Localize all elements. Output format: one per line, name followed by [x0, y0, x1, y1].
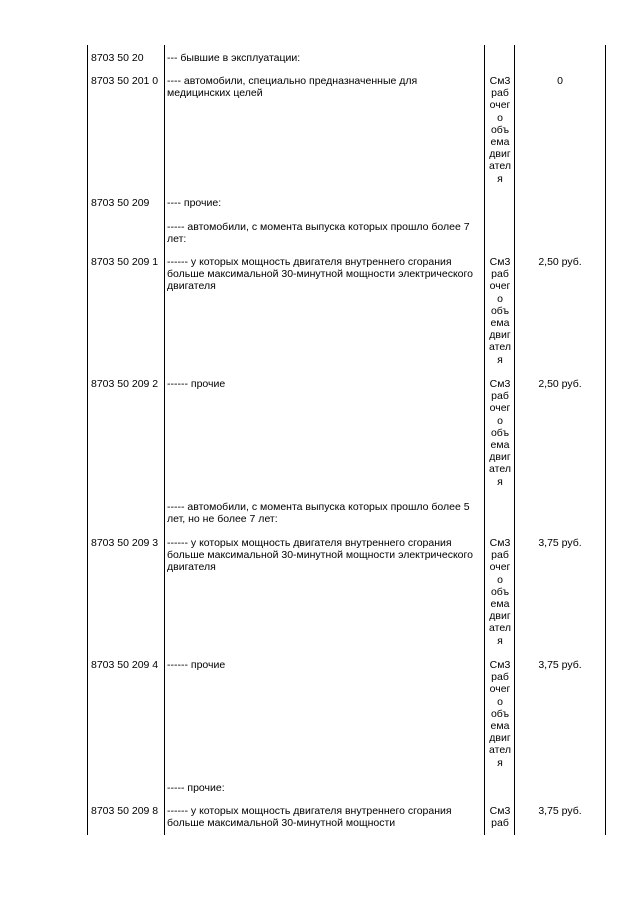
unit-fragment: объ: [490, 585, 510, 598]
unit-fragment: о: [497, 695, 503, 708]
unit-fragment: двиг: [489, 148, 511, 161]
unit-fragment: двиг: [489, 610, 511, 623]
unit-fragment: очег: [489, 683, 511, 696]
unit-fragment: очег: [489, 99, 511, 112]
tariff-code: 8703 50 209 4: [91, 659, 159, 671]
unit-fragment: ема: [490, 720, 510, 733]
table-divider-code: [164, 45, 165, 835]
unit-fragment: объ: [490, 426, 510, 439]
unit-fragment: ател: [489, 463, 511, 476]
unit-fragment: я: [497, 475, 503, 488]
unit-fragment: ема: [490, 317, 510, 330]
unit-fragment: См3: [489, 659, 511, 671]
unit-fragment: объ: [490, 304, 510, 317]
goods-description: ------ прочие: [167, 659, 226, 671]
duty-rate: 2,50 руб.: [538, 256, 582, 268]
unit-fragment: очег: [489, 402, 511, 415]
goods-description: ---- прочие:: [167, 197, 222, 209]
unit-fragment: объ: [490, 123, 510, 136]
unit-of-measure: [488, 659, 512, 769]
tariff-code: 8703 50 209 3: [91, 537, 159, 549]
unit-fragment: двиг: [489, 329, 511, 342]
goods-description: ------ у которых мощность двигателя внутреннего сгорания больше максимальной 30-минутной мощности электрического двигателя: [167, 537, 473, 574]
unit-fragment: ател: [489, 160, 511, 173]
unit-of-measure: [488, 256, 512, 366]
unit-of-measure: [488, 537, 512, 647]
unit-fragment: ема: [490, 598, 510, 611]
tariff-code: 8703 50 209 1: [91, 256, 159, 268]
goods-description: ----- прочие:: [167, 782, 225, 794]
unit-fragment: я: [497, 634, 503, 647]
unit-fragment: раб: [491, 268, 509, 281]
unit-fragment: я: [497, 353, 503, 366]
unit-fragment: раб: [491, 549, 509, 562]
goods-description: --- бывшие в эксплуатации:: [167, 52, 301, 64]
duty-rate: 0: [557, 75, 563, 87]
duty-rate: 3,75 руб.: [538, 659, 582, 671]
unit-fragment: ема: [490, 136, 510, 149]
duty-rate: 3,75 руб.: [538, 537, 582, 549]
tariff-code: 8703 50 209 8: [91, 805, 159, 817]
unit-of-measure: [488, 378, 512, 488]
table-divider-unit: [514, 45, 515, 835]
unit-fragment: я: [497, 172, 503, 185]
unit-fragment: раб: [491, 87, 509, 100]
duty-rate: 2,50 руб.: [538, 378, 582, 390]
unit-fragment: я: [497, 756, 503, 769]
unit-fragment: двиг: [489, 732, 511, 745]
unit-fragment: о: [497, 573, 503, 586]
unit-fragment: См3: [489, 537, 511, 549]
unit-fragment: См3: [489, 75, 511, 87]
unit-fragment: о: [497, 111, 503, 124]
unit-fragment: См3: [489, 805, 511, 817]
unit-fragment: очег: [489, 280, 511, 293]
goods-description: ----- автомобили, с момента выпуска которых прошло более 7 лет:: [167, 221, 470, 246]
goods-description: ------ у которых мощность двигателя внутреннего сгорания больше максимальной 30-минутной мощности электрического двигателя: [167, 256, 473, 293]
unit-of-measure: [488, 75, 512, 185]
tariff-code: 8703 50 209 2: [91, 378, 159, 390]
unit-of-measure: [488, 805, 512, 829]
goods-description: ----- автомобили, с момента выпуска которых прошло более 5 лет, но не более 7 лет:: [167, 501, 470, 526]
unit-fragment: раб: [491, 390, 509, 403]
goods-description: ------ у которых мощность двигателя внутреннего сгорания больше максимальной 30-минутной мощности: [167, 805, 452, 830]
goods-description: ------ прочие: [167, 378, 226, 390]
unit-fragment: объ: [490, 707, 510, 720]
unit-fragment: См3: [489, 256, 511, 268]
duty-rate: 3,75 руб.: [538, 805, 582, 817]
tariff-code: 8703 50 20: [91, 52, 144, 64]
tariff-code: 8703 50 201 0: [91, 75, 159, 87]
table-border-left: [87, 45, 88, 835]
tariff-code: 8703 50 209: [91, 197, 150, 209]
unit-fragment: ател: [489, 341, 511, 354]
unit-fragment: ема: [490, 439, 510, 452]
table-border-right: [605, 45, 606, 835]
unit-fragment: раб: [491, 671, 509, 684]
unit-fragment: См3: [489, 378, 511, 390]
table-divider-desc: [484, 45, 485, 835]
unit-fragment: ател: [489, 622, 511, 635]
unit-fragment: раб: [491, 817, 509, 830]
unit-fragment: очег: [489, 561, 511, 574]
unit-fragment: двиг: [489, 451, 511, 464]
goods-description: ---- автомобили, специально предназначенные для медицинских целей: [167, 75, 418, 100]
unit-fragment: ател: [489, 744, 511, 757]
unit-fragment: о: [497, 292, 503, 305]
unit-fragment: о: [497, 414, 503, 427]
